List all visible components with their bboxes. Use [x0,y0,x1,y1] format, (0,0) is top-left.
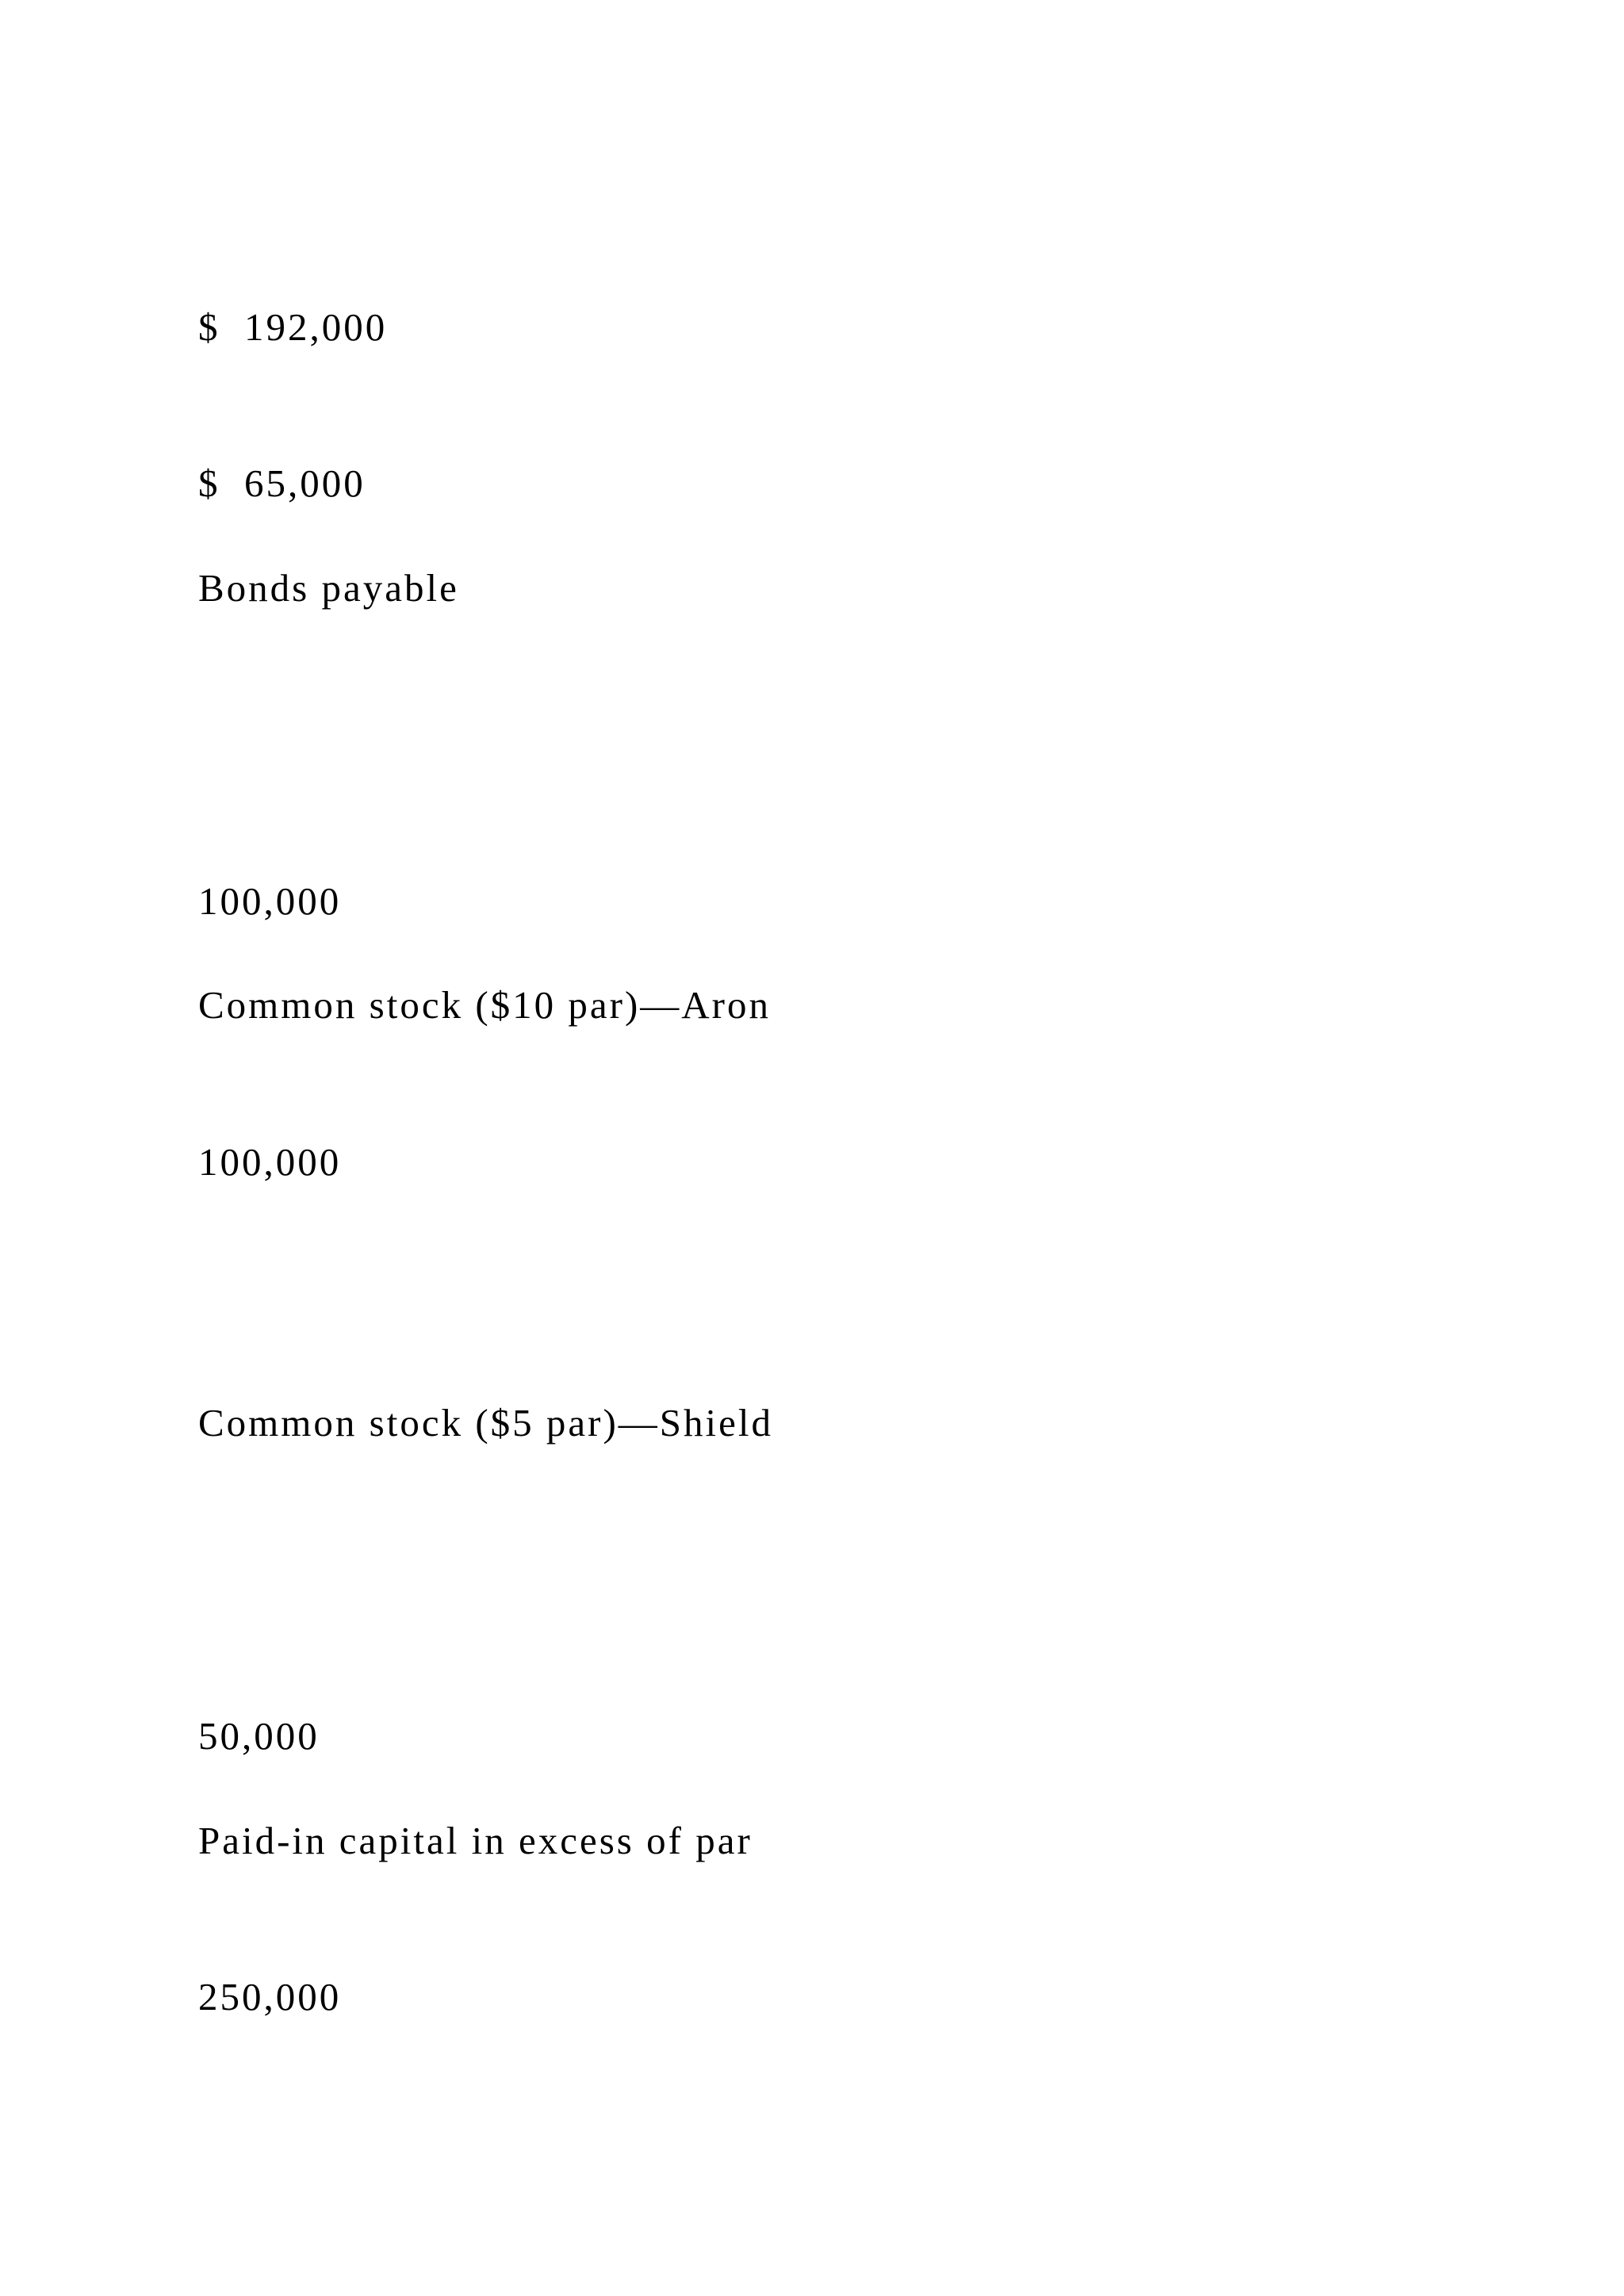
amount-250000: 250,000 [198,1975,342,2019]
label-common-stock-shield: Common stock ($5 par)—Shield [198,1401,774,1445]
label-paid-in-capital: Paid-in capital in excess of par [198,1819,753,1862]
label-bonds-payable: Bonds payable [198,566,459,610]
amount-65000: $ 65,000 [198,461,366,505]
label-common-stock-aron: Common stock ($10 par)—Aron [198,983,771,1027]
amount-100000-bonds: 100,000 [198,879,342,923]
amount-50000: 50,000 [198,1714,320,1758]
amount-192000: $ 192,000 [198,305,388,349]
amount-100000-aron: 100,000 [198,1140,342,1184]
